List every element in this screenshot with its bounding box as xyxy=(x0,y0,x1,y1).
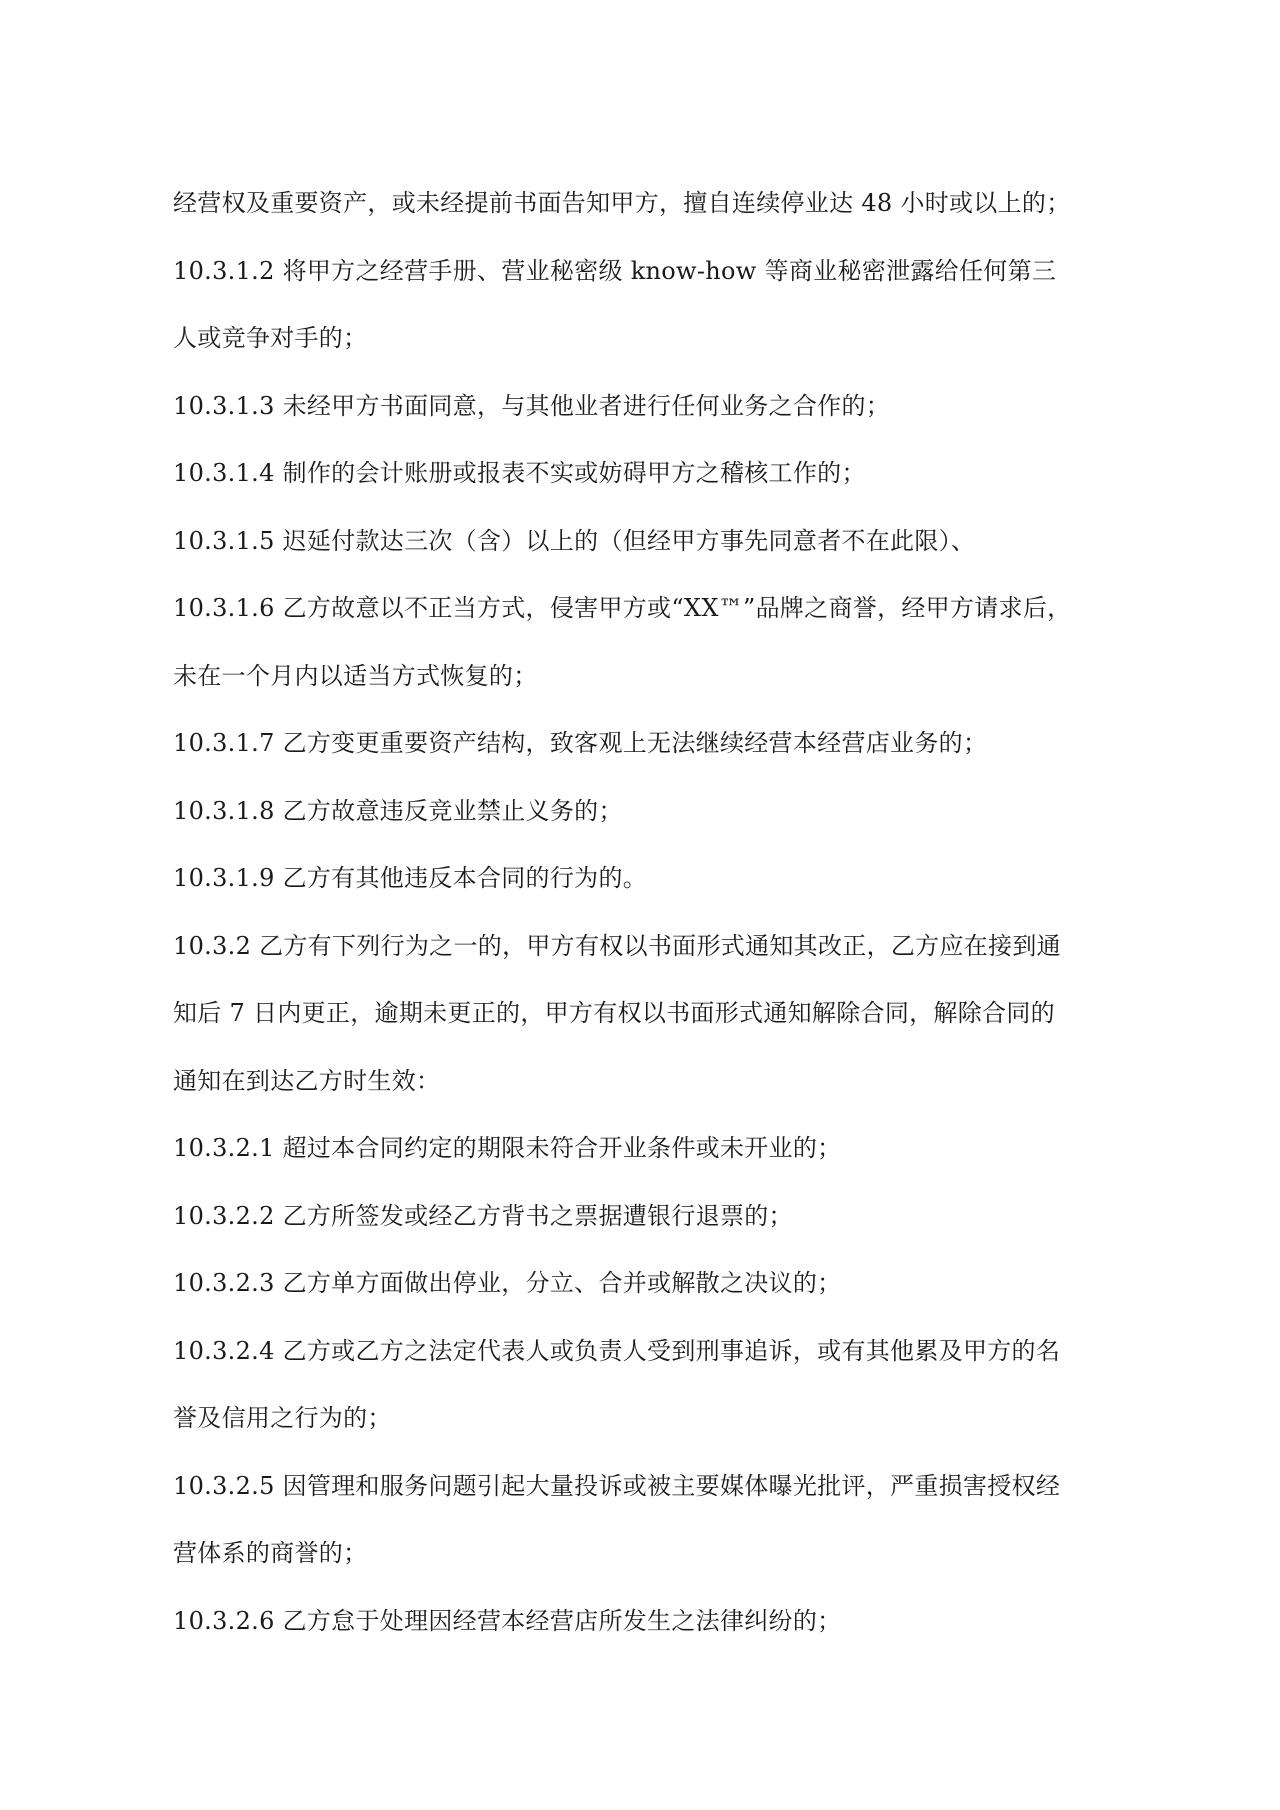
text-line: 知后 7 日内更正，逾期未更正的，甲方有权以书面形式通知解除合同，解除合同的 xyxy=(173,999,1055,1027)
clause-10-3-2-2: 10.3.2.2 乙方所签发或经乙方背书之票据遭银行退票的； xyxy=(173,1201,793,1230)
clause-10-3-2: 10.3.2 乙方有下列行为之一的，甲方有权以书面形式通知其改正，乙方应在接到通 xyxy=(173,931,1061,960)
text-line: 营体系的商誉的； xyxy=(173,1539,368,1567)
clause-10-3-2-4: 10.3.2.4 乙方或乙方之法定代表人或负责人受到刑事追诉，或有其他累及甲方的名 xyxy=(173,1336,1061,1365)
clause-10-3-2-5: 10.3.2.5 因管理和服务问题引起大量投诉或被主要媒体曝光批评，严重损害授权经 xyxy=(173,1471,1061,1500)
text-line: 人或竞争对手的； xyxy=(173,324,368,352)
clause-10-3-1-5: 10.3.1.5 迟延付款达三次（含）以上的（但经甲方事先同意者不在此限）、 xyxy=(173,526,976,555)
clause-10-3-2-3: 10.3.2.3 乙方单方面做出停业，分立、合并或解散之决议的； xyxy=(173,1269,842,1297)
clause-10-3-2-1: 10.3.2.1 超过本合同约定的期限未符合开业条件或未开业的； xyxy=(173,1134,842,1162)
clause-10-3-2-6: 10.3.2.6 乙方怠于处理因经营本经营店所发生之法律纠纷的； xyxy=(173,1606,842,1635)
clause-10-3-1-4: 10.3.1.4 制作的会计账册或报表不实或妨碍甲方之稽核工作的； xyxy=(173,459,866,487)
clause-10-3-1-6: 10.3.1.6 乙方故意以不正当方式，侵害甲方或“XX™”品牌之商誉，经甲方请求后， xyxy=(173,594,1072,622)
clause-10-3-1-7: 10.3.1.7 乙方变更重要资产结构，致客观上无法继续经营本经营店业务的； xyxy=(173,729,988,757)
text-line: 通知在到达乙方时生效： xyxy=(173,1066,441,1095)
text-line: 未在一个月内以适当方式恢复的； xyxy=(173,661,538,690)
contract-text xyxy=(173,170,1113,1655)
clause-10-3-1-2: 10.3.1.2 将甲方之经营手册、营业秘密级 know-how 等商业秘密泄露给任何第三 xyxy=(173,256,1057,285)
text-line: 誉及信用之行为的； xyxy=(173,1404,392,1432)
clause-10-3-1-9: 10.3.1.9 乙方有其他违反本合同的行为的。 xyxy=(173,864,648,892)
clause-10-3-1-3: 10.3.1.3 未经甲方书面同意，与其他业者进行任何业务之合作的； xyxy=(173,391,891,420)
text-line: 经营权及重要资产，或未经提前书面告知甲方，擅自连续停业达 48 小时或以上的； xyxy=(173,189,1071,217)
clause-10-3-1-8: 10.3.1.8 乙方故意违反竞业禁止义务的； xyxy=(173,796,623,825)
